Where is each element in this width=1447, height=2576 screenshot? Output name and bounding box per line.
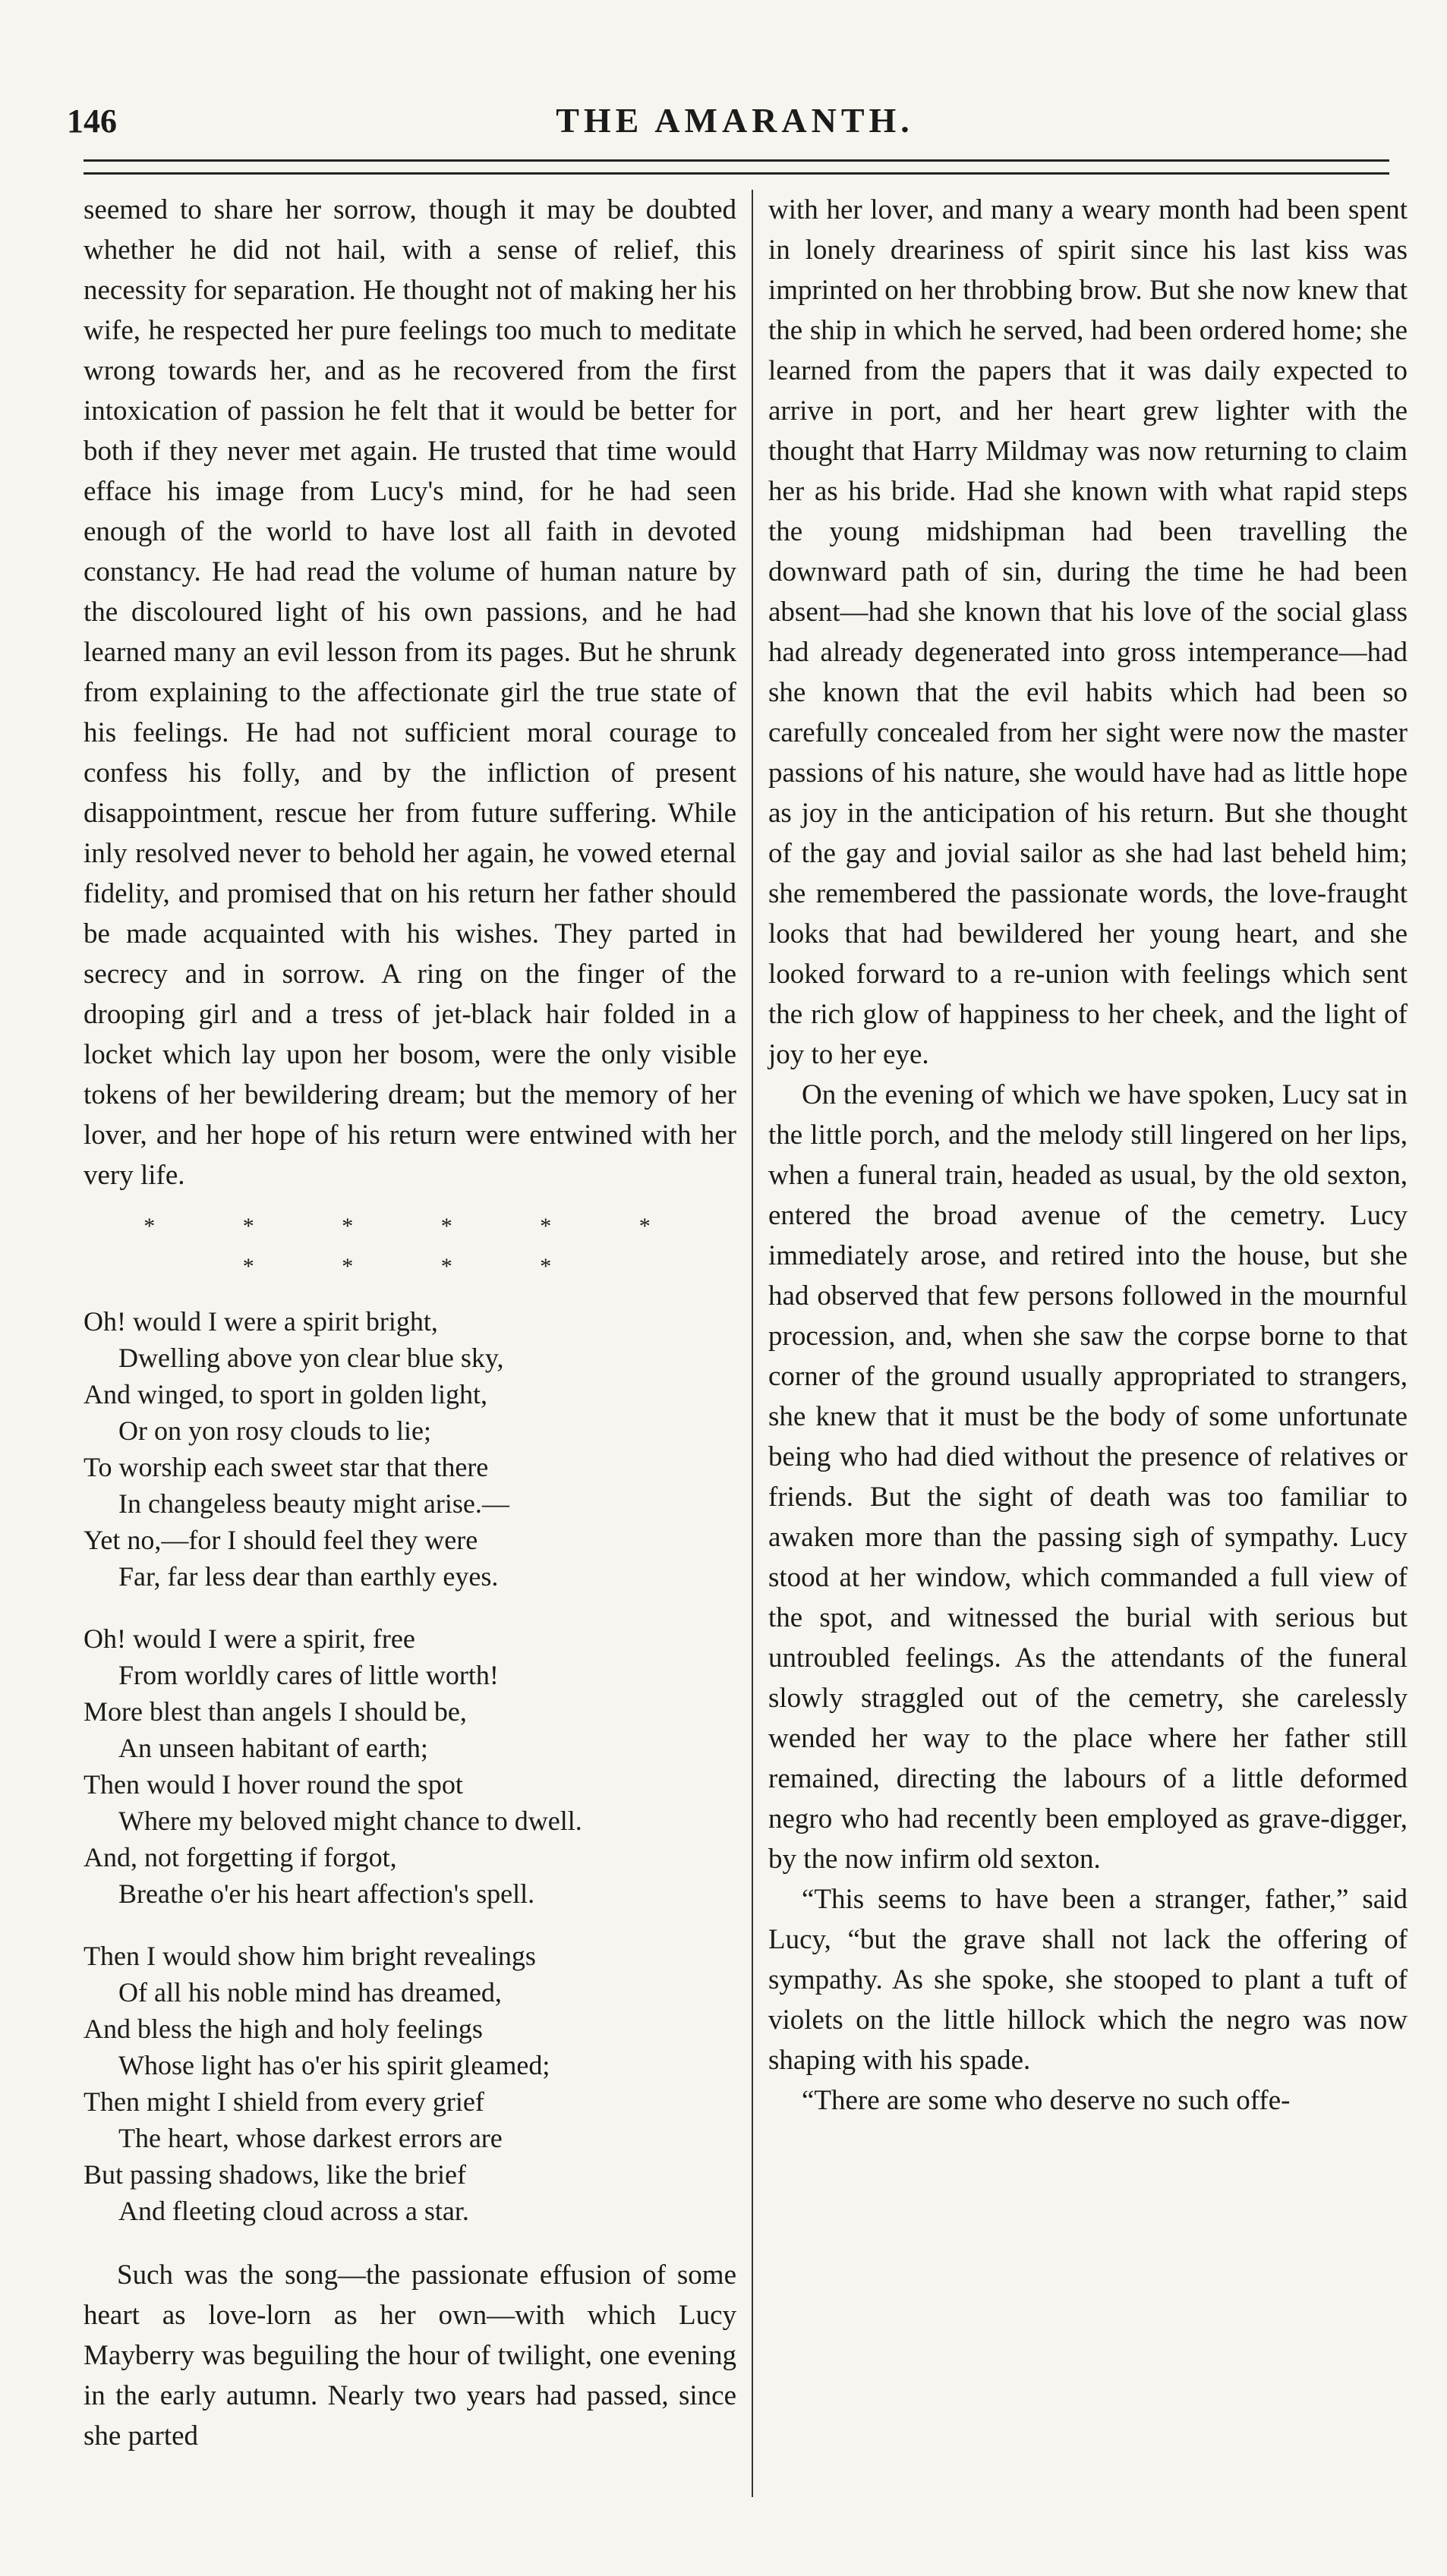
poem-line: And bless the high and holy feelings [84, 2014, 483, 2044]
right-paragraph-4: “There are some who deserve no such offe- [802, 2085, 1291, 2116]
poem-line: From worldly cares of little worth! [118, 1660, 499, 1690]
poem [84, 1303, 736, 2229]
page-number: 146 [67, 102, 117, 140]
poem-line: And, not forgetting if forgot, [84, 1842, 397, 1872]
poem-line: But passing shadows, like the brief [84, 2159, 466, 2190]
poem-line: Oh! would I were a spirit bright, [84, 1306, 438, 1337]
left-paragraph-2: Such was the song—the passionate effusion of some heart as love-lorn as her own—with which Lucy Mayberry was beguiling the hour of twilight, one evening in the early autumn. Nearly two years had passed, since she parted [84, 2260, 736, 2452]
poem-stanza [84, 1620, 736, 1912]
poem-line: Then would I hover round the spot [84, 1769, 463, 1800]
poem-line: And fleeting cloud across a star. [118, 2196, 469, 2226]
right-paragraph-1: with her lover, and many a weary month had been spent in lonely dreariness of spirit since his last kiss was imprinted on her throbbing brow. But she now knew that the ship in which he served, had been ordered home; she learned from the papers that it was daily expected to arrive in port, and her heart grew lighter with the thought that Harry Mildmay was now returning to claim her as his bride. Had she known with what rapid steps the young midshipman had been travelling the downward path of sin, during the time he had been absent—had she known that his love of the social glass had already degenerated into gross intemperance—had she known that the evil habits which had been so carefully concealed from her sight were now the master passions of his nature, she would have had as little hope as joy in the anticipation of his return. But she thought of the gay and jovial sailor as she had last beheld him; she remembered the passionate words, the love-fraught looks that had bewildered her young heart, and she looked forward to a re-union with feelings which sent the rich glow of happiness to her cheek, and the light of joy to her eye. [768, 194, 1408, 1070]
left-paragraph-1: seemed to share her sorrow, though it may be doubted whether he did not hail, with a sense of relief, this necessity for separation. He thought not of making her his wife, he respected her pure feelings too much to meditate wrong towards her, and as he recovered from the first intoxication of passion he felt that it would be better for both if they never met again. He trusted that time would efface his image from Lucy's mind, for he had seen enough of the world to have lost all faith in devoted constancy. He had read the volume of human nature by the discoloured light of his own passions, and he had learned many an evil lesson from its pages. But he shrunk from explaining to the affectionate girl the true state of his feelings. He had not sufficient moral courage to confess his folly, and by the infliction of present disappointment, rescue her from future suffering. While inly resolved never to behold her again, he vowed eternal fidelity, and promised that on his return her father should be made acquainted with his wishes. They parted in secrecy and in sorrow. A ring on the finger of the drooping girl and a tress of jet-black hair folded in a locket which lay upon her bosom, were the only visible tokens of her bewildering dream; but the memory of her lover, and her hope of his return were entwined with her very life. [84, 194, 736, 1191]
poem-line: The heart, whose darkest errors are [118, 2123, 503, 2153]
poem-line: And winged, to sport in golden light, [84, 1379, 487, 1409]
right-column [768, 190, 1408, 2121]
right-paragraph-3: “This seems to have been a stranger, father,” said Lucy, “but the grave shall not lack the offering of sympathy. As she spoke, she stooped to plant a tuft of violets on the little hillock which the negro was now shaping with his spade. [768, 1884, 1408, 2076]
column-divider [752, 190, 753, 2497]
section-separator: * * * * * * * * * * [143, 1214, 692, 1279]
poem-line: In changeless beauty might arise.— [118, 1488, 509, 1519]
poem-stanza [84, 1303, 736, 1595]
poem-line: Yet no,—for I should feel they were [84, 1525, 478, 1555]
poem-line: Dwelling above yon clear blue sky, [118, 1343, 504, 1373]
poem-line: Of all his noble mind has dreamed, [118, 1977, 502, 2008]
poem-line: Then might I shield from every grief [84, 2086, 484, 2117]
poem-line: Then I would show him bright revealings [84, 1941, 536, 1971]
poem-line: Oh! would I were a spirit, free [84, 1623, 415, 1654]
poem-line: Breathe o'er his heart affection's spell. [118, 1878, 535, 1909]
header-rule [84, 159, 1389, 175]
running-title: THE AMARANTH. [556, 101, 914, 140]
right-paragraph-2: On the evening of which we have spoken, Lucy sat in the little porch, and the melody still lingered on her lips, when a funeral train, headed as usual, by the old sexton, entered the broad avenue of the cemetry. Lucy immediately arose, and retired into the house, but she had observed that few persons followed in the mournful procession, and, when she saw the corpse borne to that corner of the ground usually appropriated to strangers, she knew that it must be the body of some unfortunate being who had died without the presence of relatives or friends. But the sight of death was too familiar to awaken more than the passing sigh of sympathy. Lucy stood at her window, which commanded a full view of the spot, and witnessed the burial with serious but untroubled feelings. As the attendants of the funeral slowly straggled out of the cemetry, she carelessly wended her way to the place where her father still remained, directing the labours of a little deformed negro who had recently been employed as grave-digger, by the now infirm old sexton. [768, 1079, 1408, 1875]
poem-line: Or on yon rosy clouds to lie; [118, 1416, 431, 1446]
poem-stanza [84, 1938, 736, 2229]
poem-line: Far, far less dear than earthly eyes. [118, 1561, 499, 1592]
page-header [67, 97, 1403, 158]
poem-line: Where my beloved might chance to dwell. [118, 1806, 582, 1836]
poem-line: An unseen habitant of earth; [118, 1733, 428, 1763]
poem-line: To worship each sweet star that there [84, 1452, 489, 1482]
left-column [84, 190, 736, 2456]
poem-line: More blest than angels I should be, [84, 1696, 467, 1727]
poem-line: Whose light has o'er his spirit gleamed; [118, 2050, 550, 2080]
